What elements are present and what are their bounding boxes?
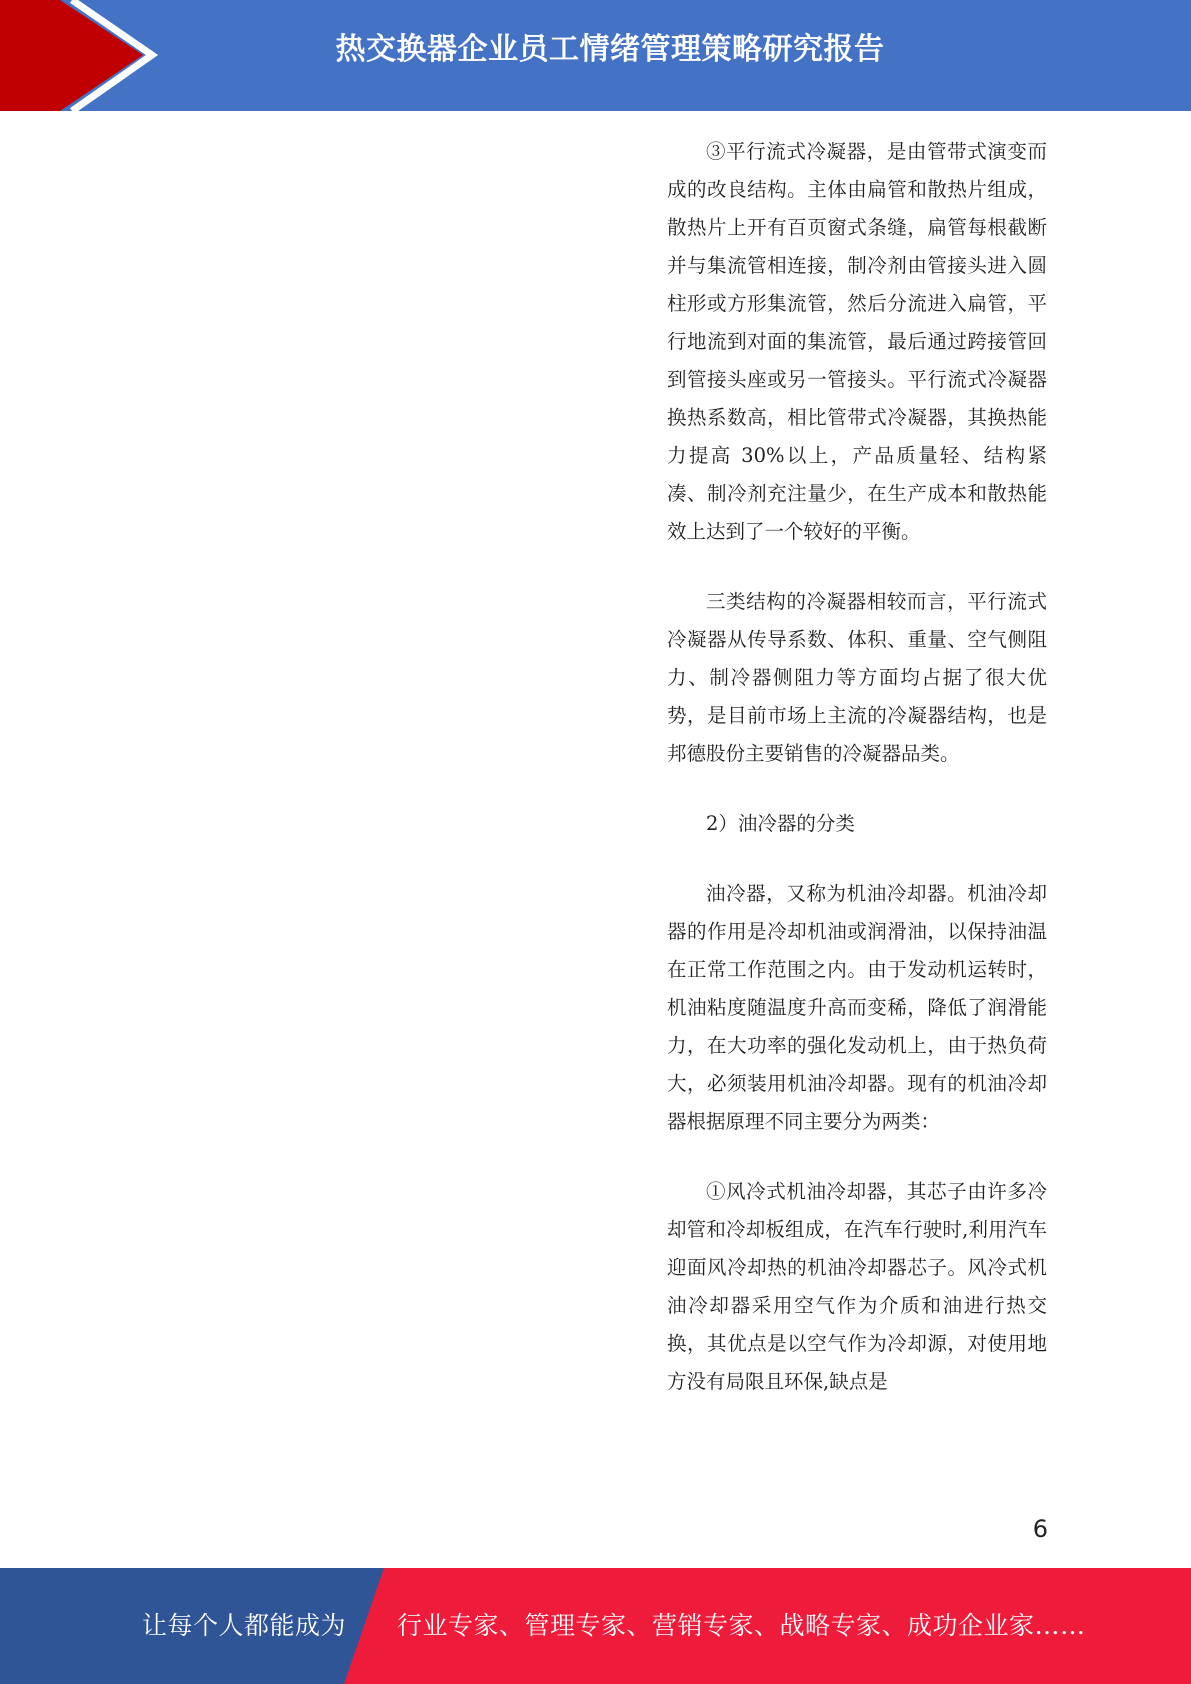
- header-arrow-decoration: [0, 0, 160, 111]
- footer-band: [0, 1568, 1191, 1684]
- paragraph-air-cooled-oil-cooler: ①风冷式机油冷却器，其芯子由许多冷却管和冷却板组成，在汽车行驶时,利用汽车迎面风冷却热的机油冷却器芯子。风冷式机油冷却器采用空气作为介质和油进行热交换，其优点是以空气作为冷却源，对使用地方没有局限且环保,缺点是: [667, 1180, 1047, 1393]
- footer-slogan-right: 行业专家、管理专家、营销专家、战略专家、成功企业家……: [397, 1611, 1086, 1640]
- body-text-column: [667, 133, 1047, 1401]
- paragraph-condenser-comparison: 三类结构的冷凝器相较而言，平行流式冷凝器从传导系数、体积、重量、空气侧阻力、制冷器侧阻力等方面均占据了很大优势，是目前市场上主流的冷凝器结构，也是邦德股份主要销售的冷凝器品类。: [667, 590, 1047, 765]
- page-number: 6: [1032, 1515, 1048, 1543]
- section-heading-oil-cooler: 2）油冷器的分类: [706, 812, 855, 835]
- paragraph-oil-cooler-intro: 油冷器，又称为机油冷却器。机油冷却器的作用是冷却机油或润滑油，以保持油温在正常工作范围之内。由于发动机运转时，机油粘度随温度升高而变稀，降低了润滑能力，在大功率的强化发动机上，由于热负荷大，必须装用机油冷却器。现有的机油冷却器根据原理不同主要分为两类：: [667, 882, 1047, 1133]
- footer-slogan-left: 让每个人都能成为: [142, 1611, 347, 1640]
- header-band: [0, 0, 1191, 111]
- report-title: 热交换器企业员工情绪管理策略研究报告: [335, 32, 885, 67]
- paragraph-parallel-flow-condenser: ③平行流式冷凝器，是由管带式演变而成的改良结构。主体由扁管和散热片组成，散热片上开有百页窗式条缝，扁管每根截断并与集流管相连接，制冷剂由管接头进入圆柱形或方形集流管，然后分流进入扁管，平行地流到对面的集流管，最后通过跨接管回到管接头座或另一管接头。平行流式冷凝器换热系数高，相比管带式冷凝器，其换热能力提高 30%以上，产品质量轻、结构紧凑、制冷剂充注量少，在生产成本和散热能效上达到了一个较好的平衡。: [667, 140, 1047, 543]
